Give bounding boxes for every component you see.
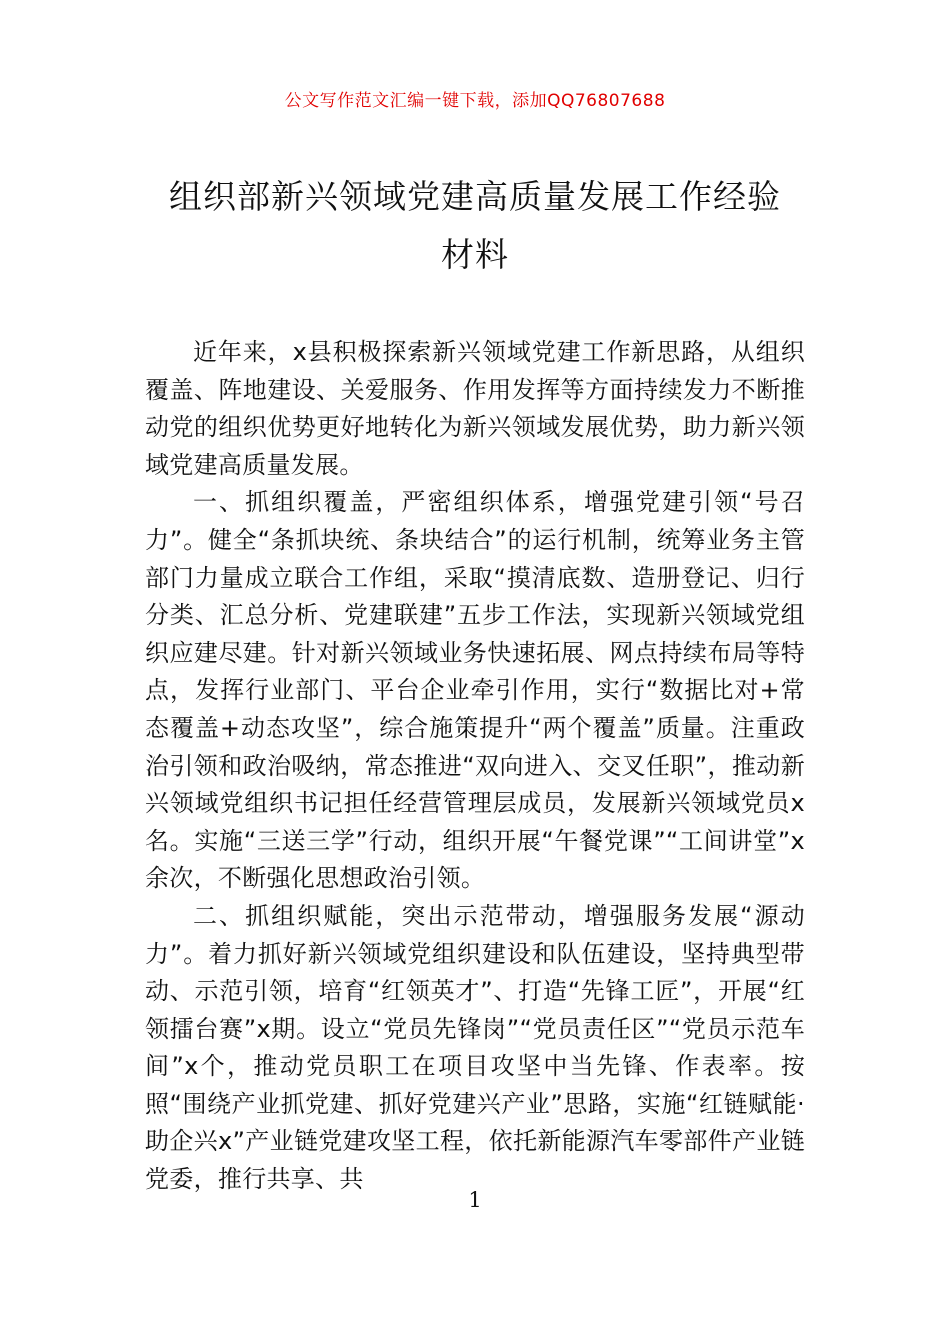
paragraph-section-2: 二、抓组织赋能，突出示范带动，增强服务发展“源动力”。着力抓好新兴领域党组织建设和队伍建设，坚持典型带动、示范引领，培育“红领英才”、打造“先锋工匠”，开展“红领擂台赛”x期。设立“党员先锋岗”“党员责任区”“党员示范车间”x个，推动党员职工在项目攻坚中当先锋、作表率。按照“围绕产业抓党建、抓好党建兴产业”思路，实施“红链赋能·助企兴x”产业链党建攻坚工程，依托新能源汽车零部件产业链党委，推行共享、共 xyxy=(145,901,805,1194)
document-body xyxy=(145,334,805,1199)
document-title xyxy=(145,168,805,284)
title-line-1: 组织部新兴领域党建高质量发展工作经验 xyxy=(169,177,781,216)
download-banner: 公文写作范文汇编一键下载，添加QQ76807688 xyxy=(284,91,666,111)
paragraph-intro: 近年来，x县积极探索新兴领域党建工作新思路，从组织覆盖、阵地建设、关爱服务、作用发挥等方面持续发力不断推动党的组织优势更好地转化为新兴领域发展优势，助力新兴领域党建高质量发展。 xyxy=(145,338,805,479)
paragraph-section-1: 一、抓组织覆盖，严密组织体系，增强党建引领“号召力”。健全“条抓块统、条块结合”的运行机制，统筹业务主管部门力量成立联合工作组，采取“摸清底数、造册登记、归行分类、汇总分析、党建联建”五步工作法，实现新兴领域党组织应建尽建。针对新兴领域业务快速拓展、网点持续布局等特点，发挥行业部门、平台企业牵引作用，实行“数据比对+常态覆盖+动态攻坚”，综合施策提升“两个覆盖”质量。注重政治引领和政治吸纳，常态推进“双向进入、交叉任职”，推动新兴领域党组织书记担任经营管理层成员，发展新兴领域党员x名。实施“三送三学”行动，组织开展“午餐党课”“工间讲堂”x余次，不断强化思想政治引领。 xyxy=(145,488,805,893)
title-line-2: 材料 xyxy=(441,235,509,274)
page-number: 1 xyxy=(468,1188,482,1212)
